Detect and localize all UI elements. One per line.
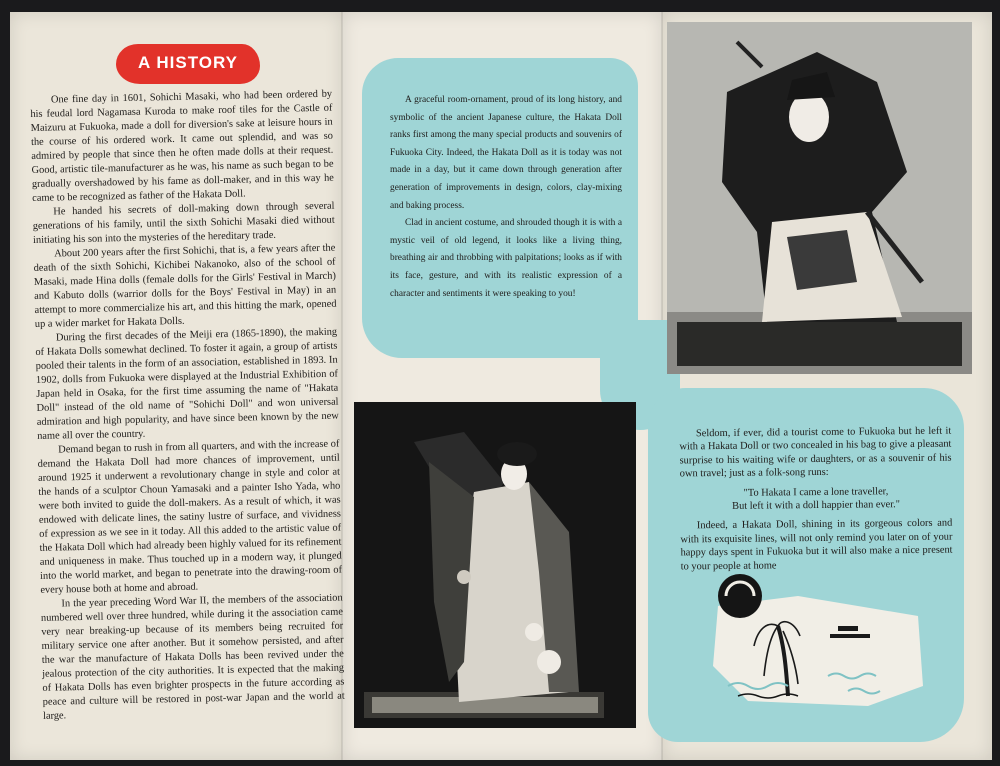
- history-title: A HISTORY: [138, 53, 238, 72]
- history-title-badge: [116, 44, 260, 84]
- tourist-paragraph-2: Indeed, a Hakata Doll, shining in its gorgeous colors and with its exquisite lines, will not only remind you later on of your happy days spent in Fukuoka but it will also make a nice present to your people at home: [680, 518, 953, 573]
- moon-willow-illustration: [708, 566, 928, 716]
- intro-paragraph-1: A graceful room-ornament, proud of its long history, and symbolic of the ancient Japanese culture, the Hakata Doll ranks first among the many special products and souvenirs of Fukuoka City. Indeed, the Hakata Doll as it is today was not made in a day, but it came down through generation after generation of improvements in design, colors, clay-mixing and baking process.: [390, 95, 622, 211]
- history-paragraph-1: One fine day in 1601, Sohichi Masaki, who had been ordered by his feudal lord Nagamasa Kuroda to make roof tiles for the Castle of Maizuru at Fukuoka, made a doll for diversion's sake at leisure hours in the course of his ordered work. It came out splendid, and was so admired by people that since then he often made dolls at their request. Good, artistic tile-manufacturer as he was, his name as such began to be gradually overshadowed by his fame as doll-maker, and in this way he came to be recognized as father of the Hakata Doll.: [30, 88, 334, 204]
- tourist-text: [679, 425, 953, 574]
- lady-doll-photo: [354, 402, 636, 728]
- history-text: [30, 88, 345, 724]
- folk-song-line-2: But left it with a doll happier than ever.": [732, 499, 901, 512]
- history-paragraph-3: About 200 years after the first Sohichi, that is, a few years after the death of the sixth Sohichi, Kichibei Nakanoko, also of the school of Masaki, made Hina dolls (female dolls for the Girls' Festival in March) and Kabuto dolls (warrior dolls for the Boys' Festival in May) in an attempt to more commercialize his art, and this hitting the mark, opened up a wider market for Hakata Dolls.: [33, 242, 337, 330]
- folk-song-line-1: "To Hakata I came a lone traveller,: [743, 485, 889, 499]
- warrior-doll-photo: [667, 22, 972, 374]
- history-paragraph-4: During the first decades of the Meiji era (1865-1890), the making of Hakata Dolls somewhat declined. To foster it again, a group of artists pooled their talents in the form of an association, established in 1893. In 1902, dolls from Fukuoka were displayed at the Industrial Exhibition of Japan held in Osaka, for the first time assuming the name of "Hakata Doll" instead of the old name of "Sohichi Doll" and won universal admiration and high popularity, and have since been known by the new name all over the country.: [35, 326, 339, 442]
- intro-text: [390, 92, 622, 303]
- intro-paragraph-2: Clad in ancient costume, and shrouded though it is with a mystic veil of old legend, it looks like a living thing, breathing air and throbbing with palpitations; looks as if with its face, gesture, and with its realistic expression of a character and sentiments it were speaking to you!: [390, 218, 622, 299]
- tourist-paragraph-1: Seldom, if ever, did a tourist come to Fukuoka but he left it with a Hakata Doll or two concealed in his bag to give a pleasant surprise to his waiting wife or daughters, or as a souvenir of his own travel; just as a folk-song runs:: [679, 425, 952, 480]
- history-paragraph-6: In the year preceding Word War II, the members of the association numbered well over three hundred, while during it the association came very near breaking-up because of its members being recruited for military service one after another. But it somehow persisted, and after the war the manufacture of Hakata Dolls has been revived under the jealous protection of the city authorities. It is expected that the making of Hakata Dolls has even brighter prospects in the future according as peace and culture will be restored in post-war Japan and the world at large.: [40, 592, 345, 722]
- history-paragraph-2: He handed his secrets of doll-making down through several generations of his family, until the sixth Sohichi Masaki died without initiating his son into the mysteries of the hereditary trade.: [32, 200, 335, 246]
- history-paragraph-5: Demand began to rush in from all quarters, and with the increase of demand the Hakata Doll had more chances of improvement, until around 1925 it underwent a revolutionary change in style and color at the hands of a sculptor Choun Yamasaki and a painter Isho Yada, who were both invited to guide the doll-makers. As a result of which, it was endowed with delicate lines, the satiny lustre of surface, and vividness of expression as we see in it today. All this added to the artistic value of the Hakata Doll which had already been highly valued for its refinement and uniqueness in make. Thus touched up in a modern way, it plunged into the world market, and began to penetrate into the drawing-room of every house both at home and abroad.: [37, 438, 343, 596]
- folk-song: [680, 484, 952, 514]
